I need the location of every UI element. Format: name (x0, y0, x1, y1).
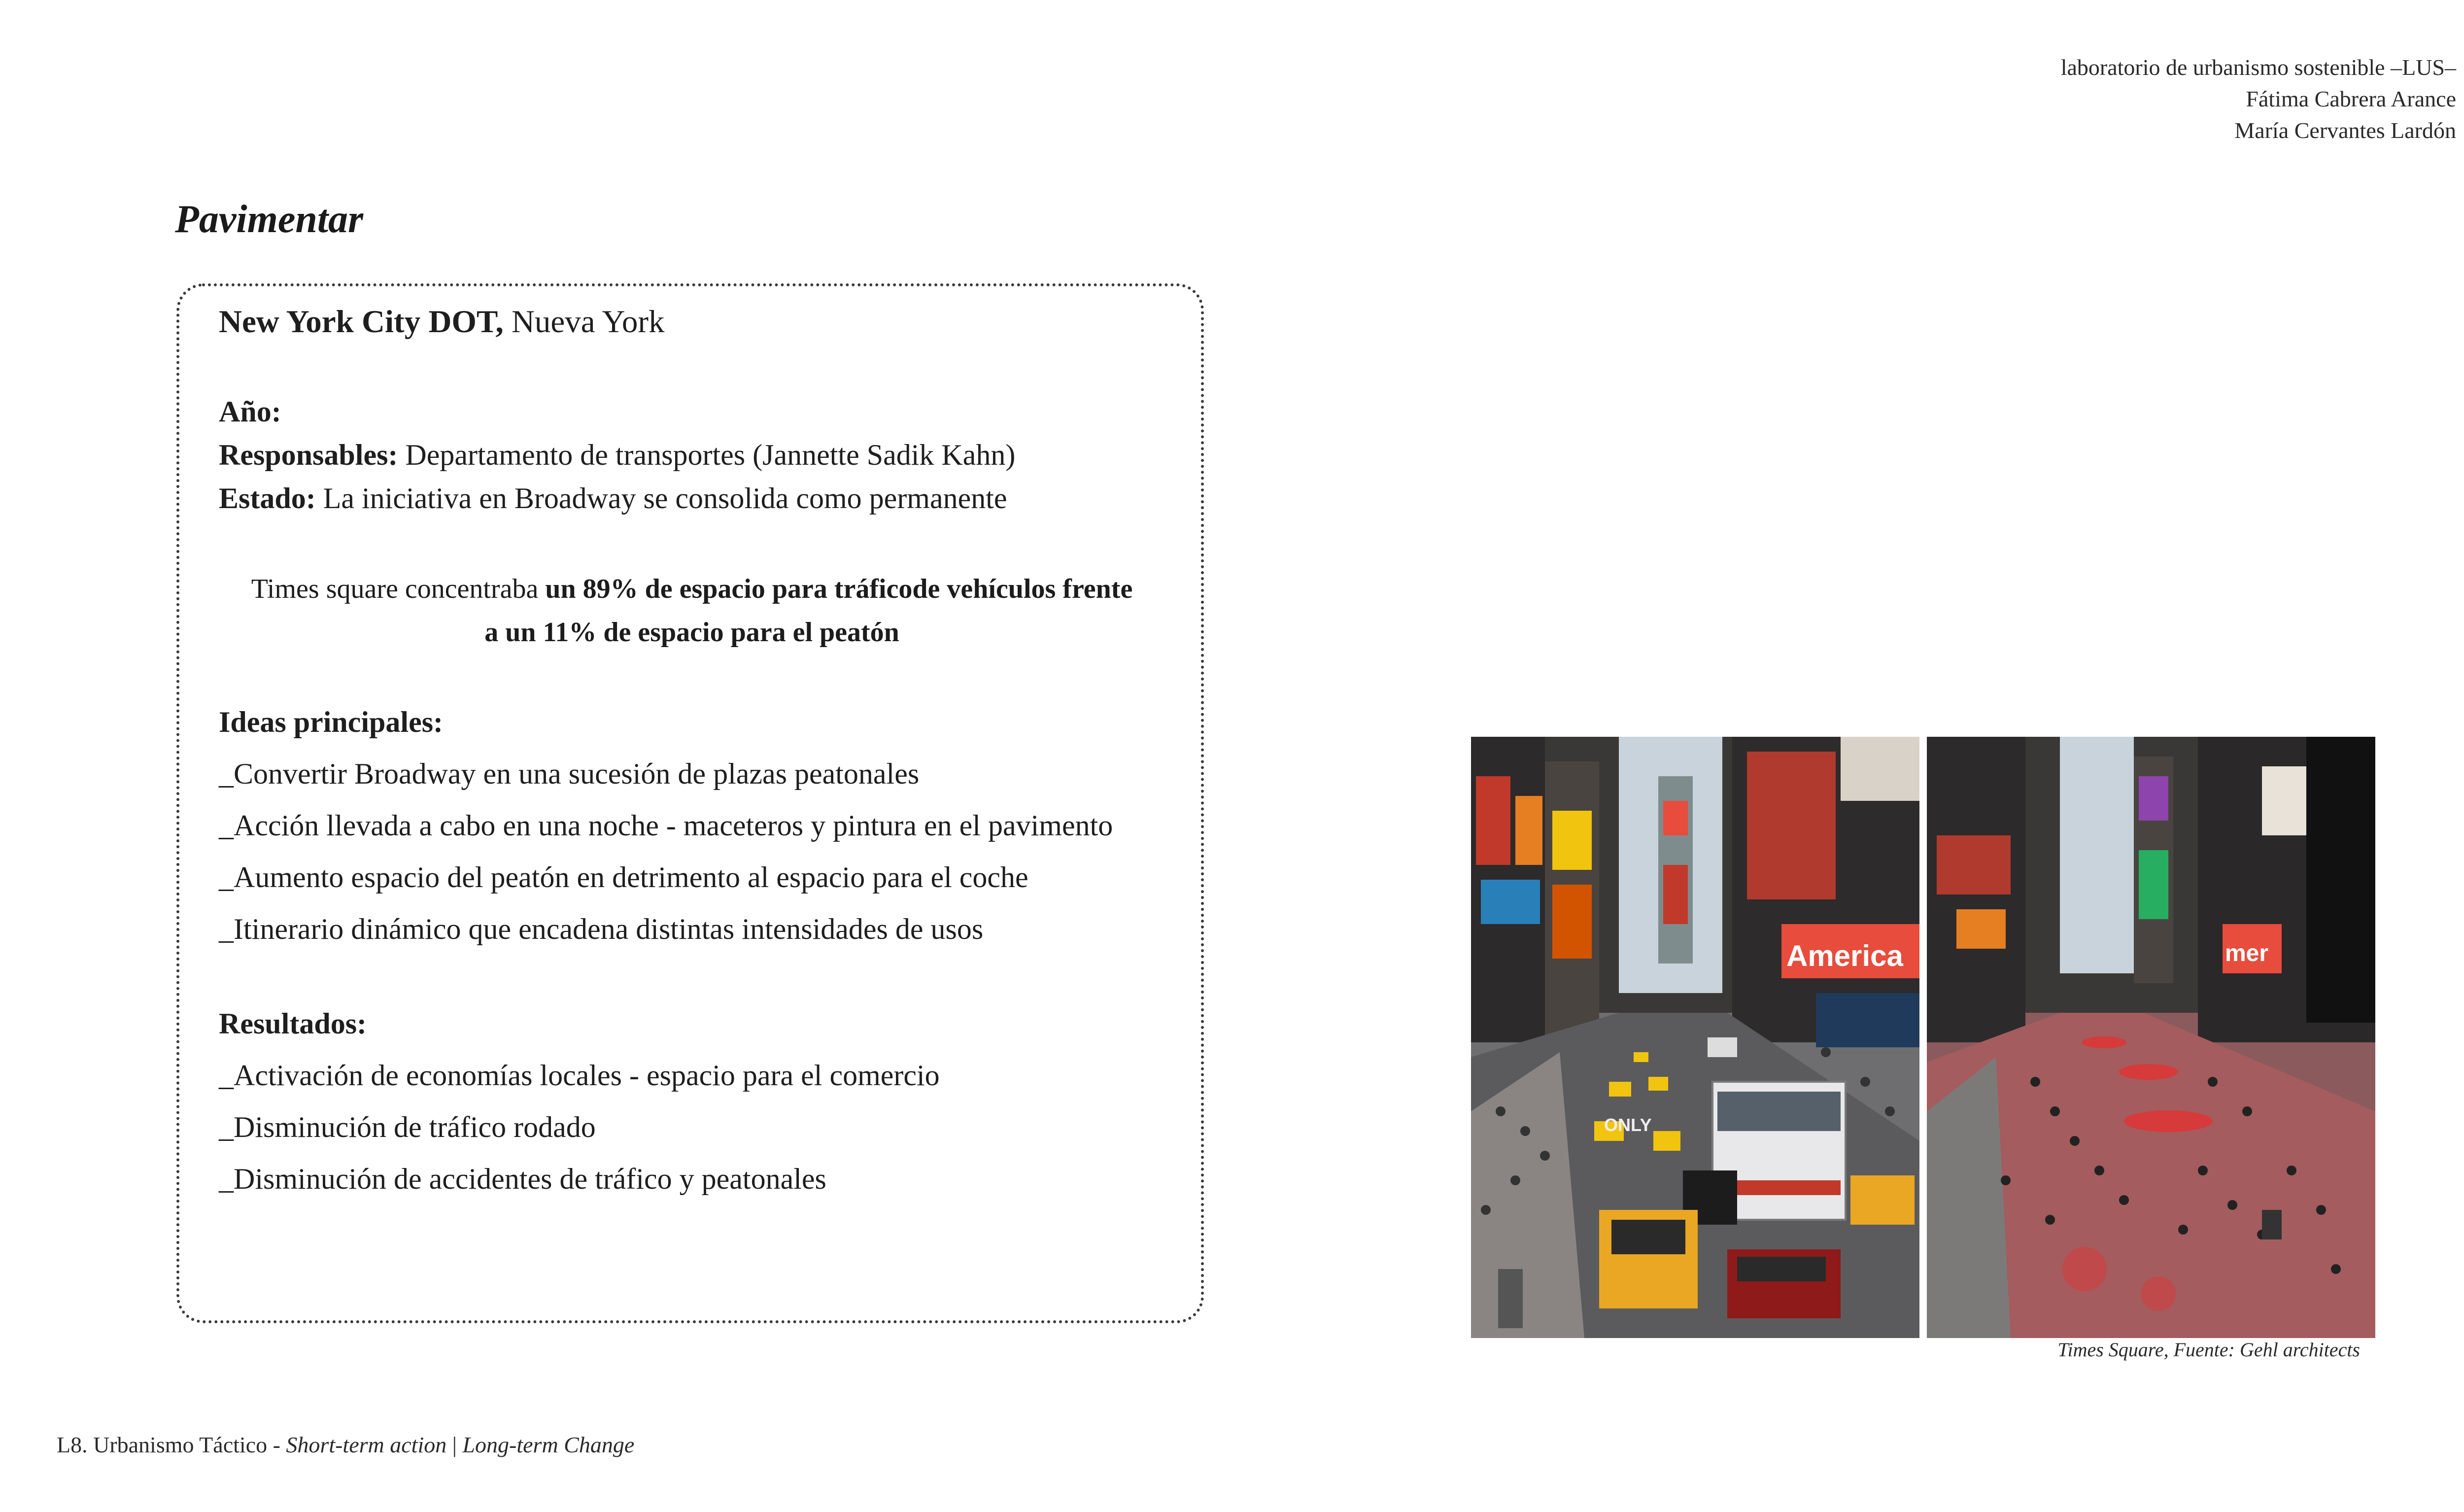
estado-value: La iniciativa en Broadway se consolida como permanente (315, 482, 1007, 515)
year-label: Año: (219, 395, 281, 428)
road-marking: ONLY (1604, 1115, 1652, 1135)
project-location: Nueva York (503, 304, 665, 340)
result-item: _Disminución de tráfico rodado (219, 1111, 596, 1143)
project-org: New York City DOT, (219, 304, 504, 340)
author-2: María Cervantes Lardón (2234, 118, 2456, 143)
times-square-after-image (1927, 737, 2375, 1338)
responsables-value: Departamento de transportes (Jannette Sadik Kahn) (398, 439, 1016, 471)
photo-after (1927, 737, 2375, 1338)
footer-separator: | (446, 1432, 463, 1457)
author-header (2061, 52, 2456, 146)
result-item: _Disminución de accidentes de tráfico y peatonales (219, 1163, 826, 1195)
billboard-text: mer (2225, 940, 2269, 966)
highlight-quote (214, 567, 1170, 654)
estado-row (219, 481, 1007, 515)
ideas-heading: Ideas principales: (219, 706, 444, 738)
footer-tagline-2: Long-term Change (462, 1432, 635, 1457)
idea-item: _Convertir Broadway en una sucesión de plazas peatonales (219, 757, 920, 790)
result-item: _Activación de economías locales - espacio para el comercio (219, 1059, 940, 1092)
times-square-before-image (1471, 737, 1919, 1338)
idea-item: _Acción llevada a cabo en una noche - maceteros y pintura en el pavimento (219, 809, 1113, 842)
project-name (219, 304, 665, 341)
quote-bold-1: un 89% de espacio para tráficode vehículos frente (545, 574, 1133, 604)
author-1: Fátima Cabrera Arance (2246, 86, 2456, 111)
idea-item: _Itinerario dinámico que encadena distintas intensidades de usos (219, 913, 984, 945)
quote-plain: Times square concentraba (251, 574, 546, 604)
results-heading: Resultados: (219, 1007, 367, 1040)
project-info-card (176, 283, 1204, 1323)
footer-course: L8. Urbanismo Táctico - (57, 1432, 286, 1457)
idea-item: _Aumento espacio del peatón en detrimento al espacio para el coche (219, 861, 1028, 893)
quote-bold-2: a un 11% de espacio para el peatón (484, 617, 899, 648)
photo-before (1471, 737, 1919, 1338)
photo-caption: Times Square, Fuente: Gehl architects (2057, 1339, 2360, 1361)
footer-tagline-1: Short-term action (286, 1432, 447, 1457)
lab-name: laboratorio de urbanismo sostenible –LUS– (2060, 55, 2456, 80)
responsables-row (219, 438, 1015, 472)
estado-label: Estado: (219, 482, 316, 515)
billboard-text: America (1786, 939, 1903, 972)
footer (57, 1432, 634, 1458)
page-title: Pavimentar (175, 198, 364, 241)
responsables-label: Responsables: (219, 439, 398, 471)
